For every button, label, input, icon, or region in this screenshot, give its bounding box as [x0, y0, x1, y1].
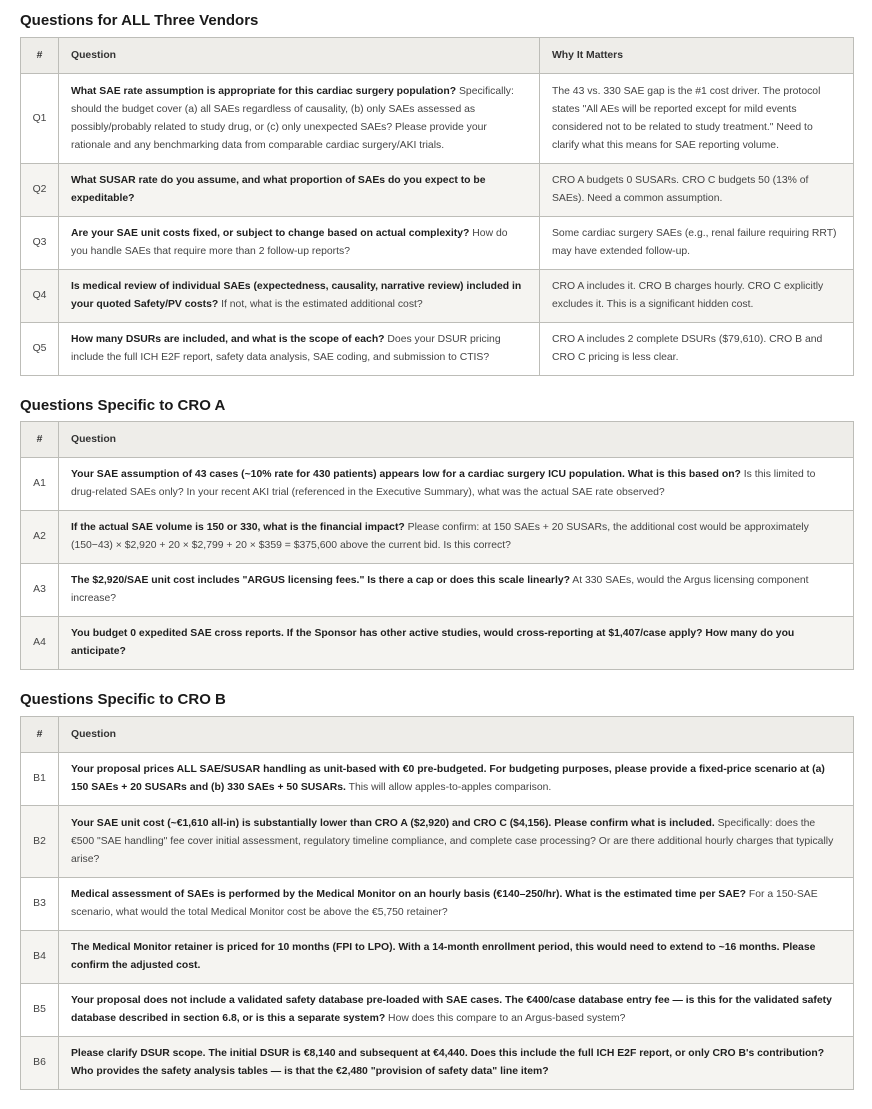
question-bold-text: Please clarify DSUR scope. The initial DSUR is €8,140 and subsequent at €4,440. Does this include the full ICH E2F report, or only CRO B's contribution? Who provides the safety analysis tables — is that the €2,480 "provision of safety data" line item? — [71, 1048, 825, 1077]
question-cell — [59, 564, 854, 617]
table-row — [21, 270, 854, 323]
table-row — [21, 984, 854, 1037]
question-cell — [59, 217, 540, 270]
row-id: B5 — [21, 984, 59, 1037]
table-header-row — [21, 422, 854, 458]
question-detail-text: How does this compare to an Argus-based system? — [385, 1013, 626, 1024]
section-title-cro-b: Questions Specific to CRO B — [20, 691, 226, 708]
question-cell — [59, 617, 854, 670]
why-cell: The 43 vs. 330 SAE gap is the #1 cost driver. The protocol states "All AEs will be reported except for mild events considered not to be related to study treatment." Need to clarify what this means for SAE reporting volume. — [540, 74, 854, 164]
question-detail-text: Specifically: should the budget cover (a) all SAEs regardless of causality, (b) only SAEs assessed as possibly/probably related to study drug, or (c) only unexpected SAEs? Please provide your rationale and any benchmarking data from comparable cardiac surgery/AKI trials. — [71, 85, 514, 151]
question-detail-text: Specifically: does the €500 "SAE handling" fee cover initial assessment, regulatory timeline compliance, and complete case processing? Or are there additional hourly charges that typically arise? — [71, 817, 834, 865]
column-header-question: Question — [59, 38, 540, 74]
question-detail-text: At 330 SAEs, would the Argus licensing component increase? — [71, 575, 809, 604]
why-cell: CRO A includes it. CRO B charges hourly. CRO C explicitly excludes it. This is a significant hidden cost. — [540, 270, 854, 323]
question-detail-text: Please confirm: at 150 SAEs + 20 SUSARs, the additional cost would be approximately (150−43) × $2,920 + 20 × $2,799 + 20 × $359 = $375,600 above the current bid. Is this correct? — [71, 522, 809, 551]
question-cell — [59, 931, 854, 984]
questions-table-all-vendors — [20, 37, 854, 376]
question-bold-text: Your SAE assumption of 43 cases (~10% rate for 430 patients) appears low for a cardiac surgery ICU population. What is this based on? — [71, 469, 741, 480]
table-row — [21, 1037, 854, 1090]
column-header-why: Why It Matters — [540, 38, 854, 74]
question-bold-text: Are your SAE unit costs fixed, or subject to change based on actual complexity? — [71, 228, 470, 239]
question-detail-text: If not, what is the estimated additional cost? — [218, 299, 423, 310]
table-row — [21, 164, 854, 217]
table-row — [21, 511, 854, 564]
row-id: Q3 — [21, 217, 59, 270]
table-row — [21, 323, 854, 376]
table-row — [21, 753, 854, 806]
row-id: B3 — [21, 878, 59, 931]
question-cell — [59, 806, 854, 878]
question-cell — [59, 323, 540, 376]
table-row — [21, 458, 854, 511]
table-header-row — [21, 717, 854, 753]
question-bold-text: Is medical review of individual SAEs (expectedness, causality, narrative review) included in your quoted Safety/PV costs? — [71, 281, 522, 310]
question-cell — [59, 74, 540, 164]
table-row — [21, 617, 854, 670]
question-bold-text: If the actual SAE volume is 150 or 330, what is the financial impact? — [71, 522, 405, 533]
row-id: A1 — [21, 458, 59, 511]
question-detail-text: How do you handle SAEs that require more than 2 follow-up reports? — [71, 228, 508, 257]
question-detail-text: For a 150-SAE scenario, what would the total Medical Monitor cost be above the €5,750 retainer? — [71, 889, 818, 918]
question-cell — [59, 164, 540, 217]
column-header-number: # — [21, 422, 59, 458]
table-row — [21, 806, 854, 878]
question-detail-text: This will allow apples-to-apples comparison. — [345, 782, 552, 793]
question-detail-text: Is this limited to drug-related SAEs only? In your recent AKI trial (referenced in the Executive Summary), what was the actual SAE rate observed? — [71, 469, 816, 498]
row-id: Q4 — [21, 270, 59, 323]
why-cell: Some cardiac surgery SAEs (e.g., renal failure requiring RRT) may have extended follow-up. — [540, 217, 854, 270]
column-header-number: # — [21, 717, 59, 753]
why-cell: CRO A budgets 0 SUSARs. CRO C budgets 50 (13% of SAEs). Need a common assumption. — [540, 164, 854, 217]
question-cell — [59, 984, 854, 1037]
row-id: B1 — [21, 753, 59, 806]
row-id: A2 — [21, 511, 59, 564]
question-cell — [59, 270, 540, 323]
row-id: Q1 — [21, 74, 59, 164]
table-header-row — [21, 38, 854, 74]
row-id: Q2 — [21, 164, 59, 217]
question-cell — [59, 511, 854, 564]
question-cell — [59, 1037, 854, 1090]
question-cell — [59, 878, 854, 931]
row-id: A3 — [21, 564, 59, 617]
row-id: A4 — [21, 617, 59, 670]
column-header-question: Question — [59, 717, 854, 753]
section-title-cro-a: Questions Specific to CRO A — [20, 397, 226, 414]
table-row — [21, 878, 854, 931]
row-id: B6 — [21, 1037, 59, 1090]
questions-table-cro-a — [20, 421, 854, 670]
table-row — [21, 931, 854, 984]
row-id: B4 — [21, 931, 59, 984]
question-bold-text: Your SAE unit cost (~€1,610 all-in) is substantially lower than CRO A ($2,920) and CRO C ($4,156). Please confirm what is included. — [71, 817, 715, 829]
column-header-number: # — [21, 38, 59, 74]
question-bold-text: Your proposal prices ALL SAE/SUSAR handling as unit-based with €0 pre-budgeted. For budgeting purposes, please provide a fixed-price scenario at (a) 150 SAEs + 20 SUSARs and (b) 330 SAEs + 50 SUSARs. — [71, 764, 825, 793]
question-bold-text: What SAE rate assumption is appropriate for this cardiac surgery population? — [71, 85, 457, 97]
question-bold-text: Medical assessment of SAEs is performed by the Medical Monitor on an hourly basis (€140–250/hr). What is the estimated time per SAE? — [71, 889, 747, 900]
table-row — [21, 74, 854, 164]
question-bold-text: You budget 0 expedited SAE cross reports. If the Sponsor has other active studies, would cross-reporting at $1,407/case apply? How many do you anticipate? — [71, 628, 795, 657]
why-cell: CRO A includes 2 complete DSURs ($79,610). CRO B and CRO C pricing is less clear. — [540, 323, 854, 376]
question-bold-text: What SUSAR rate do you assume, and what proportion of SAEs do you expect to be expeditable? — [71, 175, 486, 204]
question-bold-text: Your proposal does not include a validated safety database pre-loaded with SAE cases. The €400/case database entry fee — is this for the validated safety database described in section 6.8, or is this a separate system? — [71, 995, 832, 1024]
question-cell — [59, 458, 854, 511]
column-header-question: Question — [59, 422, 854, 458]
question-cell — [59, 753, 854, 806]
row-id: B2 — [21, 806, 59, 878]
questions-table-cro-b — [20, 716, 854, 1090]
row-id: Q5 — [21, 323, 59, 376]
question-bold-text: The $2,920/SAE unit cost includes "ARGUS licensing fees." Is there a cap or does this scale linearly? — [71, 575, 570, 586]
question-bold-text: The Medical Monitor retainer is priced for 10 months (FPI to LPO). With a 14-month enrollment period, this would need to extend to ~16 months. Please confirm the adjusted cost. — [71, 942, 816, 971]
question-bold-text: How many DSURs are included, and what is the scope of each? — [71, 334, 385, 345]
question-detail-text: Does your DSUR pricing include the full ICH E2F report, safety data analysis, SAE coding, and submission to CTIS? — [71, 334, 501, 363]
section-title-all-vendors: Questions for ALL Three Vendors — [20, 12, 259, 29]
table-row — [21, 217, 854, 270]
table-row — [21, 564, 854, 617]
